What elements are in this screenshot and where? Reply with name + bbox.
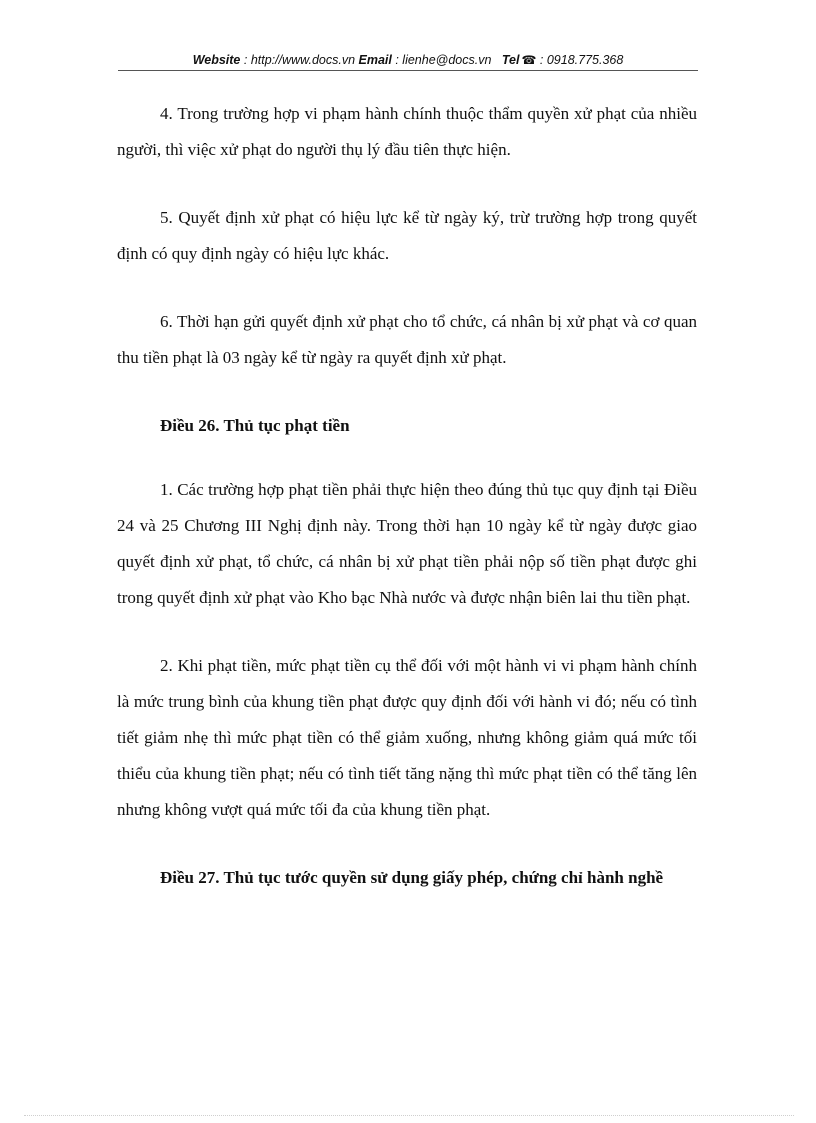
email-separator: : — [391, 53, 403, 67]
email-address[interactable]: lienhe@docs.vn — [402, 53, 492, 67]
paragraph-6: 6. Thời hạn gửi quyết định xử phạt cho tổ chức, cá nhân bị xử phạt và cơ quan thu tiền phạt là 03 ngày kể từ ngày ra quyết định xử phạt. — [117, 312, 697, 367]
website-url[interactable]: http://www.docs.vn — [250, 53, 356, 67]
paragraph-5: 5. Quyết định xử phạt có hiệu lực kể từ ngày ký, trừ trường hợp trong quyết định có quy định ngày có hiệu lực khác. — [117, 208, 697, 263]
article-27-title: Điều 27. Thủ tục tước quyền sử dụng giấy phép, chứng chỉ hành nghề — [160, 868, 664, 887]
page-bottom-divider — [24, 1115, 794, 1116]
tel-separator: : — [536, 53, 547, 67]
page-header — [118, 50, 698, 70]
tel-label: Tel — [501, 53, 520, 67]
phone-icon: ☎ — [521, 53, 537, 67]
article-26-paragraph-1: 1. Các trường hợp phạt tiền phải thực hiện theo đúng thủ tục quy định tại Điều 24 và 25 Chương III Nghị định này. Trong thời hạn 10 ngày kể từ ngày được giao quyết định xử phạt, tổ chức, cá nhân bị xử phạt tiền phải nộp số tiền phạt được ghi trong quyết định xử phạt vào Kho bạc Nhà nước và được nhận biên lai thu tiền phạt. — [117, 480, 697, 607]
paragraph-4: 4. Trong trường hợp vi phạm hành chính thuộc thẩm quyền xử phạt của nhiều người, thì việc xử phạt do người thụ lý đầu tiên thực hiện. — [117, 104, 697, 159]
document-body — [117, 96, 697, 928]
website-label: Website — [192, 53, 241, 67]
email-label: Email — [358, 53, 392, 67]
website-separator: : — [240, 53, 251, 67]
tel-number: 0918.775.368 — [546, 53, 624, 67]
article-26-paragraph-2: 2. Khi phạt tiền, mức phạt tiền cụ thể đối với một hành vi vi phạm hành chính là mức trung bình của khung tiền phạt được quy định đối với hành vi đó; nếu có tình tiết giảm nhẹ thì mức phạt tiền có thể giảm xuống, nhưng không giảm quá mức tối thiểu của khung tiền phạt; nếu có tình tiết tăng nặng thì mức phạt tiền có thể tăng lên nhưng không vượt quá mức tối đa của khung tiền phạt. — [117, 656, 697, 819]
article-26-title: Điều 26. Thủ tục phạt tiền — [160, 416, 350, 435]
header-divider — [118, 70, 698, 71]
